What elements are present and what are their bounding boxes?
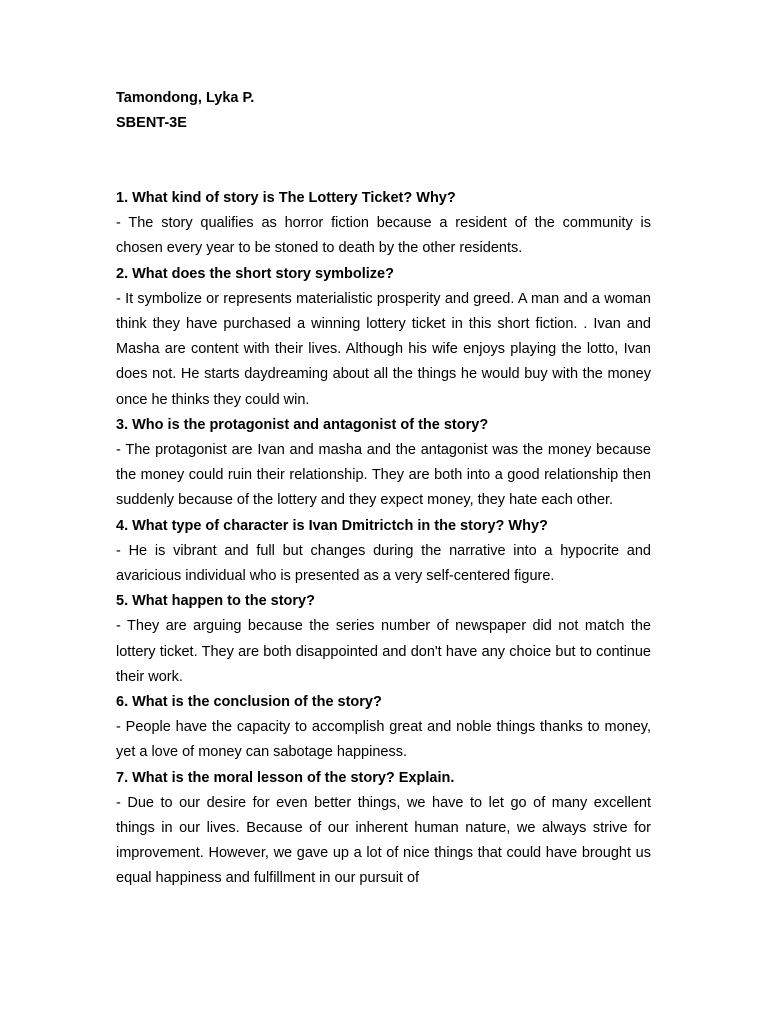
qa-item-4 [116, 514, 651, 590]
question-5: 5. What happen to the story? [116, 593, 315, 610]
qa-item-6 [116, 690, 651, 766]
qa-item-2 [116, 262, 651, 413]
author-name: Tamondong, Lyka P. [116, 90, 255, 106]
qa-item-5 [116, 589, 651, 690]
question-2: 2. What does the short story symbolize? [116, 265, 394, 282]
answer-4: - He is vibrant and full but changes during the narrative into a hypocrite and avaricious individual who is presented as a very self-centered figure. [116, 542, 651, 585]
qa-item-1 [116, 186, 651, 262]
qa-list [116, 186, 651, 892]
qa-item-7 [116, 766, 651, 892]
answer-3: - The protagonist are Ivan and masha and the antagonist was the money because the money could ruin their relationship. They are both into a good relationship then suddenly because of the lottery and they expect money, they hate each other. [116, 442, 651, 509]
question-3: 3. Who is the protagonist and antagonist of the story? [116, 416, 489, 433]
question-7: 7. What is the moral lesson of the story? Explain. [116, 769, 455, 786]
answer-2: - It symbolize or represents materialistic prosperity and greed. A man and a woman think they have purchased a winning lottery ticket in this short fiction. . Ivan and Masha are content with their lives. Although his wife enjoys playing the lotto, Ivan does not. He starts daydreaming about all the things he would buy with the money once he thinks they could win. [116, 290, 651, 408]
answer-6: - People have the capacity to accomplish great and noble things thanks to money, yet a love of money can sabotage happiness. [116, 719, 651, 761]
question-6: 6. What is the conclusion of the story? [116, 694, 382, 711]
question-4: 4. What type of character is Ivan Dmitrictch in the story? Why? [116, 517, 548, 534]
question-1: 1. What kind of story is The Lottery Ticket? Why? [116, 190, 456, 206]
qa-item-3 [116, 413, 651, 514]
section-code: SBENT-3E [116, 115, 187, 131]
document-content [116, 86, 651, 892]
answer-1: - The story qualifies as horror fiction because a resident of the community is chosen every year to be stoned to death by the other residents. [116, 215, 651, 257]
answer-5: - They are arguing because the series number of newspaper did not match the lottery ticket. They are both disappointed and don't have any choice but to continue their work. [116, 618, 651, 685]
answer-7: - Due to our desire for even better things, we have to let go of many excellent things in our lives. Because of our inherent human nature, we always strive for improvement. However, we gave up a lot of nice things that could have brought us equal happiness and fulfillment in our pursuit of [116, 794, 651, 887]
